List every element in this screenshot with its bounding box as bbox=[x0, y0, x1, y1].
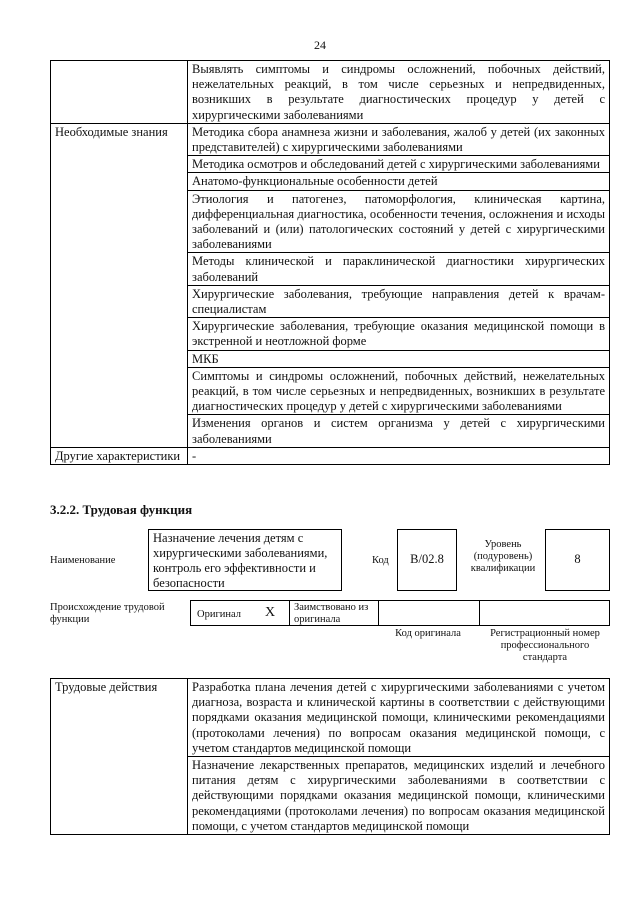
table-row bbox=[51, 679, 610, 757]
knowledge-item: МКБ bbox=[188, 350, 610, 367]
knowledge-item: Хирургические заболевания, требующие направления детей к врачам-специалистам bbox=[188, 285, 610, 317]
name-label: Наименование bbox=[50, 555, 116, 566]
reg-number-label: Регистрационный номер профессионального стандарта bbox=[490, 628, 600, 663]
knowledge-item: Анатомо-функциональные особенности детей bbox=[188, 173, 610, 190]
labor-action-item: Назначение лекарственных препаратов, медицинских изделий и лечебного питания детям с хирургическими заболеваниями в соответствии с действующими порядками оказания медицинской помощи, клиническими рекомендациями (протоколами лечения) по вопросам оказания медицинской помощи, с учетом стандартов медицинской помощи bbox=[188, 757, 610, 835]
knowledge-label: Необходимые знания bbox=[51, 123, 188, 447]
code-label: Код bbox=[372, 555, 389, 566]
divider bbox=[479, 600, 480, 626]
knowledge-item: Методы клинической и параклинической диагностики хирургических заболеваний bbox=[188, 253, 610, 285]
knowledge-item: Хирургические заболевания, требующие оказания медицинской помощи в экстренной и неотложной форме bbox=[188, 318, 610, 350]
borrowed-label: Заимствовано из оригинала bbox=[294, 602, 369, 625]
name-value: Назначение лечения детям с хирургическими заболеваниями, контроль его эффективности и безопасности bbox=[148, 529, 342, 591]
table-row bbox=[51, 61, 610, 124]
labor-actions-table bbox=[50, 678, 610, 835]
level-value: 8 bbox=[545, 529, 610, 591]
level-label: Уровень (подуровень) квалификации bbox=[470, 539, 536, 574]
knowledge-item: Симптомы и синдромы осложнений, побочных действий, нежелательных реакций, в том числе серьезных и непредвиденных, возникших в результате диагностических процедур у детей с хирургическими заболеваниями bbox=[188, 367, 610, 415]
skill-cell: Выявлять симптомы и синдромы осложнений, побочных действий, нежелательных реакций, в том числе серьезных и непредвиденных, возникших в результате диагностических процедур у детей с хирургическими заболеваниями bbox=[188, 61, 610, 124]
labor-actions-label: Трудовые действия bbox=[51, 679, 188, 835]
table-row bbox=[51, 123, 610, 155]
page-number: 24 bbox=[314, 38, 326, 52]
origin-row bbox=[190, 600, 610, 626]
original-code-label: Код оригинала bbox=[395, 628, 461, 639]
knowledge-item: Изменения органов и систем организма у детей с хирургическими заболеваниями bbox=[188, 415, 610, 447]
section-title: 3.2.2. Трудовая функция bbox=[50, 502, 193, 517]
divider bbox=[378, 600, 379, 626]
other-value: - bbox=[188, 447, 610, 464]
origin-label: Происхождение трудовой функции bbox=[50, 602, 165, 625]
original-mark: X bbox=[265, 605, 276, 620]
knowledge-table bbox=[50, 60, 610, 465]
original-label: Оригинал bbox=[197, 609, 241, 620]
labor-action-item: Разработка плана лечения детей с хирургическими заболеваниями с учетом диагноза, возраста и клинической картины в соответствии с действующими порядками оказания медицинской помощи, клиническими рекомендациями (протоколами лечения) по вопросам оказания медицинской помощи, с учетом стандартов медицинской помощи bbox=[188, 679, 610, 757]
knowledge-item: Этиология и патогенез, патоморфология, клиническая картина, дифференциальная диагностика, особенности течения, осложнения и исходы заболеваний и (или) патологических состояний у детей с хирургическими заболеваниями bbox=[188, 190, 610, 253]
other-label: Другие характеристики bbox=[51, 447, 188, 464]
divider bbox=[289, 600, 290, 626]
empty-cell bbox=[51, 61, 188, 124]
knowledge-item: Методика осмотров и обследований детей с хирургическими заболеваниями bbox=[188, 156, 610, 173]
knowledge-item: Методика сбора анамнеза жизни и заболевания, жалоб у детей (их законных представителей) с хирургическими заболеваниями bbox=[188, 123, 610, 155]
table-row bbox=[51, 447, 610, 464]
code-value: В/02.8 bbox=[397, 529, 457, 591]
